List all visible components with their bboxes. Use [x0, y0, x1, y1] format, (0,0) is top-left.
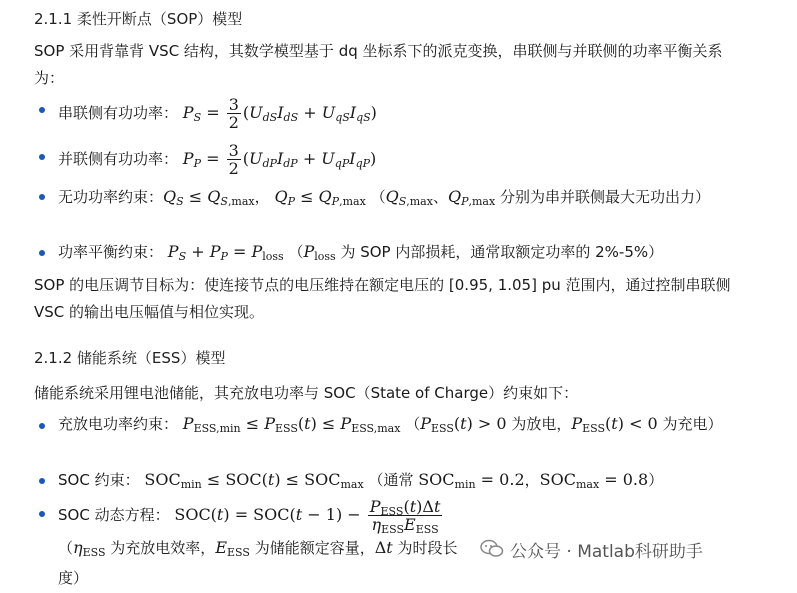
- soc-limit-formula: $SOC_{min} \le SOC(t) \le SOC_{max}$: [144, 470, 364, 491]
- list-item: SOC 约束： $SOC_{min} \le SOC(t) \le SOC_{max}$ （通常 $SOC_{min} = 0.2$，$SOC_{max} = 0.8$）: [0, 466, 760, 496]
- wechat-icon: [480, 539, 504, 559]
- reactive-limit-formula-s: $Q_S \le Q_{S,max}$: [163, 187, 255, 208]
- list-item: [0, 92, 760, 142]
- bullet-icon: [39, 107, 45, 113]
- item-label: SOC 约束：: [58, 471, 140, 489]
- list-item: 功率平衡约束： $P_S + P_P = P_{loss}$ （$P_{loss}$ 为 SOP 内部损耗，通常取额定功率的 2%-5%）: [0, 238, 760, 268]
- parallel-active-power-formula: $P_P$ = $\frac{3}{2}$ $(U_{dP}I_{dP} + U_{qP}I_{qP})$: [182, 141, 377, 178]
- watermark-text: 公众号 · Matlab科研助手: [510, 542, 703, 562]
- bullet-icon: [39, 478, 45, 484]
- item-label: 无功功率约束：: [58, 188, 164, 206]
- list-item: [0, 142, 760, 186]
- soc-dynamic-formula: SOC(t) = SOC(t − 1) − $\frac{P_{ESS}(t)\Delta t}{\eta_{ESS}E_{ESS}}$: [174, 497, 441, 536]
- series-active-power-formula: $P_S$ = $\frac{3}{2}$ $(U_{dS}I_{dS} + U_{qS}I_{qS})$: [182, 95, 377, 132]
- power-balance-formula: $P_S + P_P = P_{loss}$: [167, 242, 284, 263]
- bullet-icon: [39, 423, 45, 429]
- bullet-icon: [39, 250, 45, 256]
- ess-power-limit-formula: $P_{ESS,min} \le P_{ESS}(t) \le P_{ESS,max}$: [182, 414, 401, 435]
- item-label: SOC 动态方程：: [58, 506, 170, 524]
- section-heading-ess: 2.1.2 储能系统（ESS）模型: [34, 349, 226, 367]
- section-heading-sop: 2.1.1 柔性开断点（SOP）模型: [34, 10, 243, 28]
- reactive-limit-formula-p: $Q_P \le Q_{P,max}$: [274, 187, 366, 208]
- item-label: 功率平衡约束：: [58, 243, 164, 261]
- sop-intro-paragraph: SOP 采用背靠背 VSC 结构，其数学模型基于 dq 坐标系下的派克变换，串联侧与并联侧的功率平衡关系为：: [34, 42, 723, 87]
- bullet-icon: [39, 194, 45, 200]
- list-item: 无功功率约束：$Q_S \le Q_{S,max}$， $Q_P \le Q_{P,max}$ （$Q_{S,max}$、$Q_{P,max}$ 分别为串并联侧最大无功出力）: [0, 183, 760, 239]
- list-item: SOC 动态方程： SOC(t) = SOC(t − 1) − $\frac{P_{ESS}(t)\Delta t}{\eta_{ESS}E_{ESS}}$ （$\eta_{ESS}$ 为充放电效率，$E_{ESS}$ 为储能额定容量，Δt 为时段长度）: [0, 498, 760, 568]
- bullet-icon: [39, 511, 45, 517]
- item-label: 并联侧有功功率：: [58, 150, 179, 168]
- ess-intro-paragraph: 储能系统采用锂电池储能，其充放电功率与 SOC（State of Charge）约束如下：: [34, 384, 579, 402]
- item-label: 充放电功率约束：: [58, 415, 179, 433]
- bullet-icon: [39, 154, 45, 160]
- sop-outro-paragraph: SOP 的电压调节目标为：使连接节点的电压维持在额定电压的 [0.95, 1.05] pu 范围内，通过控制串联侧 VSC 的输出电压幅值与相位实现。: [34, 276, 731, 321]
- list-item: 充放电功率约束： $P_{ESS,min} \le P_{ESS}(t) \le P_{ESS,max}$ （$P_{ESS}(t) > 0$ 为放电，$P_{ESS}(t) < 0$ 为充电）: [0, 410, 760, 465]
- item-label: 串联侧有功功率：: [58, 104, 179, 122]
